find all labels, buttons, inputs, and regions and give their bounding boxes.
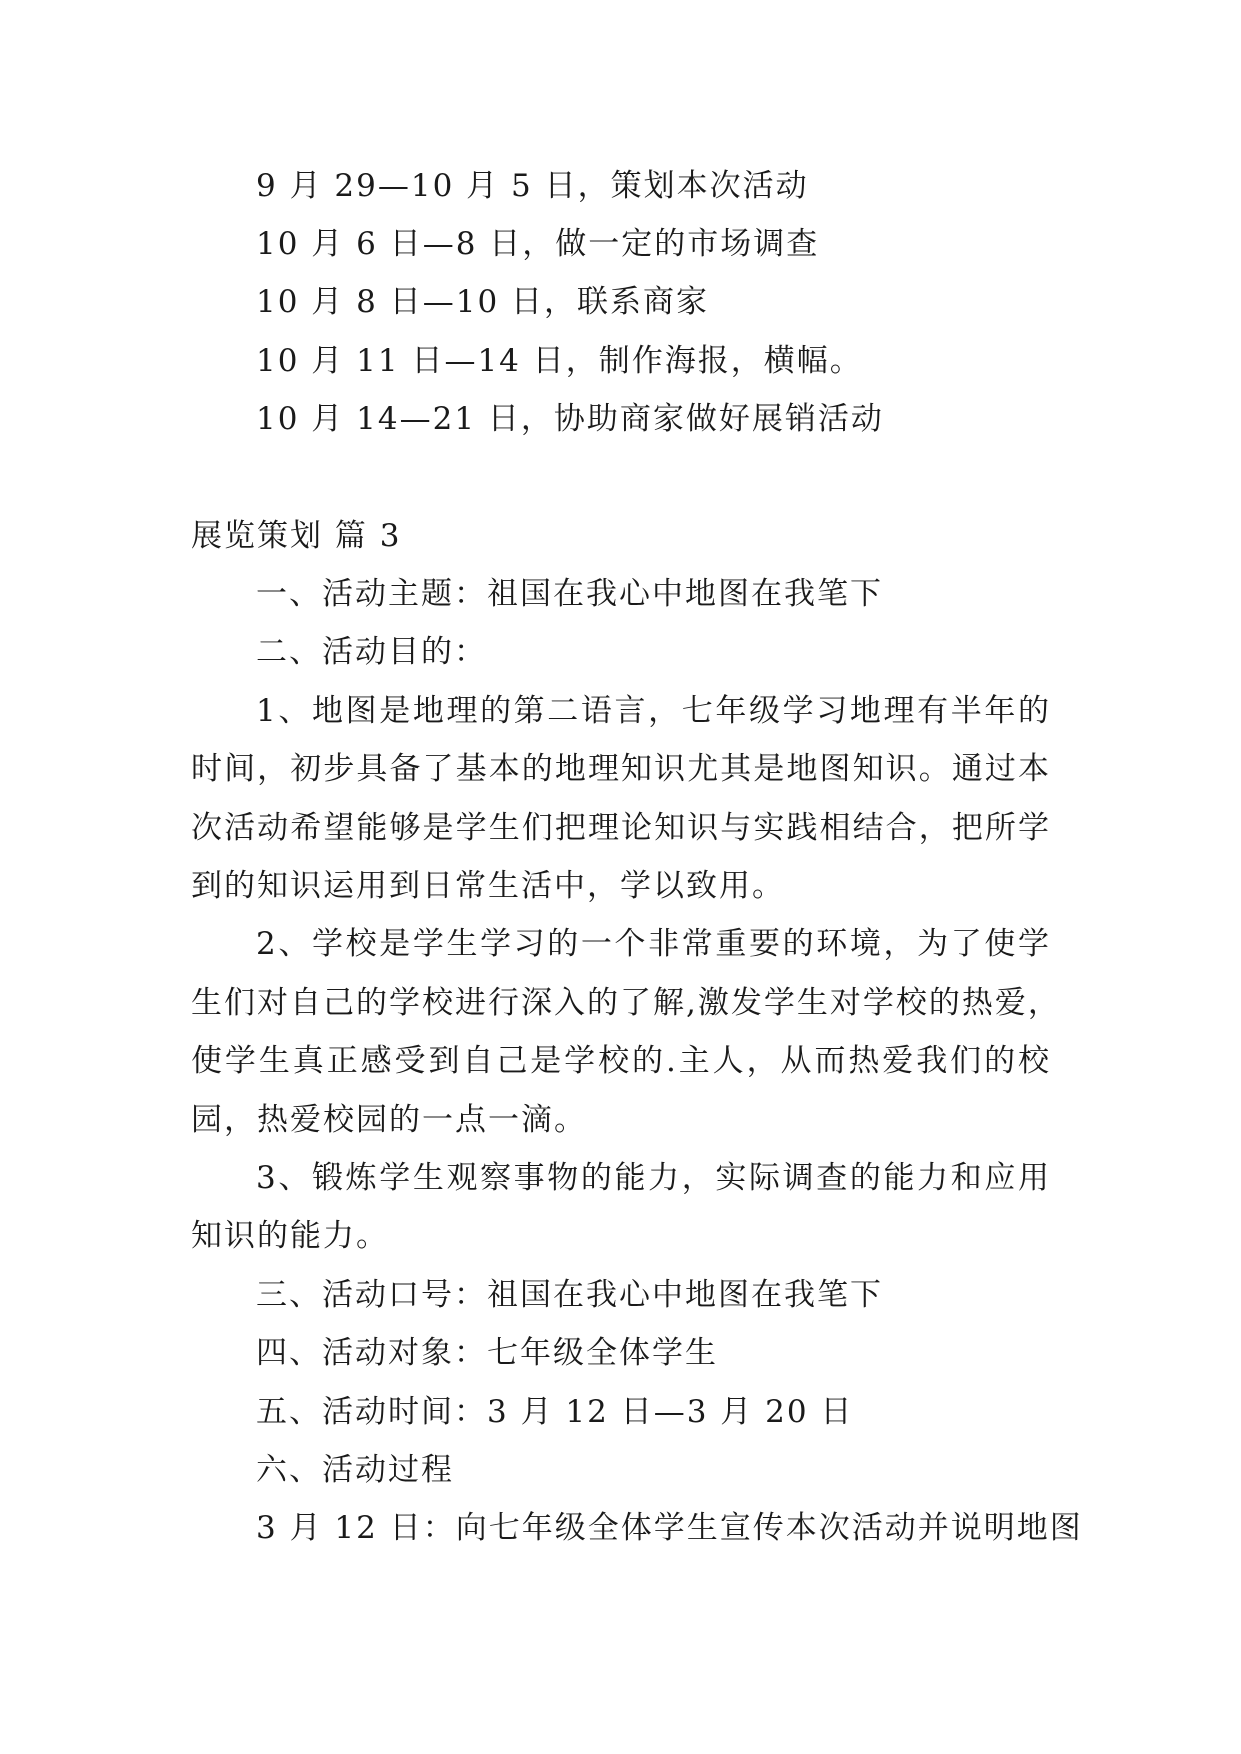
activity-time: 五、活动时间：3 月 12 日—3 月 20 日 [256, 1394, 854, 1430]
purpose-1-line-2: 时间，初步具备了基本的地理知识尤其是地图知识。通过本 [191, 751, 1051, 787]
schedule-line-1: 9 月 29—10 月 5 日，策划本次活动 [256, 168, 809, 204]
purpose-2-line-4: 园，热爱校园的一点一滴。 [191, 1102, 587, 1138]
process-heading: 六、活动过程 [256, 1452, 454, 1488]
section-heading: 展览策划 篇 3 [191, 518, 402, 554]
purpose-1-line-4: 到的知识运用到日常生活中，学以致用。 [191, 868, 785, 904]
activity-target: 四、活动对象：七年级全体学生 [256, 1335, 718, 1371]
purpose-heading: 二、活动目的： [256, 634, 487, 670]
purpose-1-line-3: 次活动希望能够是学生们把理论知识与实践相结合，把所学 [191, 810, 1051, 846]
purpose-2-line-3: 使学生真正感受到自己是学校的.主人，从而热爱我们的校 [191, 1043, 1051, 1079]
purpose-3-line-1: 3、锻炼学生观察事物的能力，实际调查的能力和应用 [256, 1160, 1051, 1196]
purpose-2-line-1: 2、学校是学生学习的一个非常重要的环境，为了使学 [256, 926, 1051, 962]
purpose-3-line-2: 知识的能力。 [191, 1218, 389, 1254]
schedule-line-2: 10 月 6 日—8 日，做一定的市场调查 [256, 226, 820, 262]
activity-theme: 一、活动主题：祖国在我心中地图在我笔下 [256, 576, 883, 612]
process-line-1: 3 月 12 日：向七年级全体学生宣传本次活动并说明地图 [256, 1510, 1083, 1546]
schedule-line-3: 10 月 8 日—10 日，联系商家 [256, 284, 710, 320]
purpose-1-line-1: 1、地图是地理的第二语言，七年级学习地理有半年的 [256, 693, 1051, 729]
purpose-2-line-2: 生们对自己的学校进行深入的了解,激发学生对学校的热爱， [191, 985, 1061, 1021]
schedule-line-5: 10 月 14—21 日，协助商家做好展销活动 [256, 401, 884, 437]
activity-slogan: 三、活动口号：祖国在我心中地图在我笔下 [256, 1277, 883, 1313]
schedule-line-4: 10 月 11 日—14 日，制作海报，横幅。 [256, 343, 863, 379]
